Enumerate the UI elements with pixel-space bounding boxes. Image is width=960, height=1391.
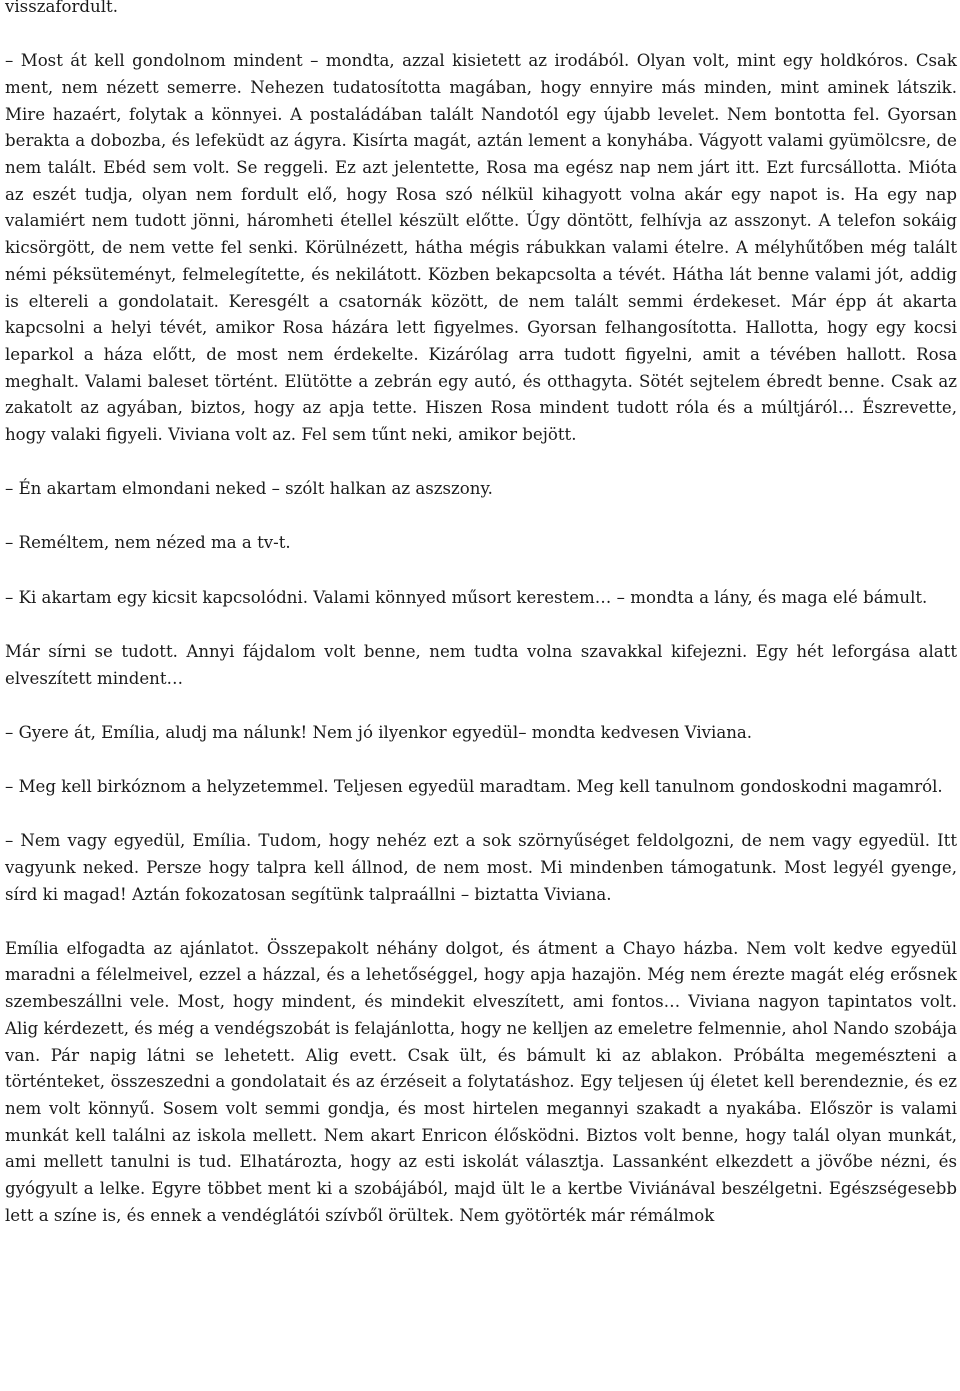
- paragraph-3: – Én akartam elmondani neked – szólt halkan az aszszony.: [5, 479, 493, 499]
- paragraph-7: – Gyere át, Emília, aludj ma nálunk! Nem jó ilyenkor egyedül– mondta kedvesen Viviana.: [5, 722, 753, 742]
- paragraph-9: – Nem vagy egyedül, Emília. Tudom, hogy nehéz ezt a sok szörnyűséget feldolgozni, de nem vagy egyedül. Itt vagyunk neked. Persze hogy talpra kell állnod, de nem most. Mi mindenben támogatunk. Most legyél gyenge, sírd ki magad! Aztán fokozatosan segítünk talpraállni – biztatta Viviana.: [5, 831, 957, 904]
- paragraph-8: – Meg kell birkóznom a helyzetemmel. Teljesen egyedül maradtam. Meg kell tanulnom gondoskodni magamról.: [5, 776, 943, 796]
- paragraph-1: visszafordult.: [5, 0, 118, 16]
- paragraph-2: – Most át kell gondolnom mindent – mondta, azzal kisietett az irodából. Olyan volt, mint egy holdkóros. Csak ment, nem nézett semerre. Nehezen tudatosította magában, hogy ennyire más minden, mint aminek látszik. Mire hazaért, folytak a könnyei. A postaládában talált Nandotól egy újabb levelet. Nem bontotta fel. Gyorsan berakta a dobozba, és lefeküdt az ágyra. Kisírta magát, aztán lement a konyhába. Vágyott valami gyümölcsre, de nem talált. Ebéd sem volt. Se reggeli. Ez azt jelentette, Rosa ma egész nap nem járt itt. Ezt furcsállotta. Mióta az eszét tudja, olyan nem fordult elő, hogy Rosa szó nélkül kihagyott volna akár egy napot is. Ha egy nap valamiért nem tudott jönni, háromheti étellel készült előtte. Úgy döntött, felhívja az asszonyt. A telefon sokáig kicsörgött, de nem vette fel senki. Körülnézett, hátha mégis rábukkan valami ételre. A mélyhűtőben még talált némi péksüteményt, felmelegítette, és nekilátott. Közben bekapcsolta a tévét. Hátha lát benne valami jót, addig is eltereli a gondolatait. Keresgélt a csatornák között, de nem talált semmi érdekeset. Már épp át akarta kapcsolni a helyi tévét, amikor Rosa házára lett figyelmes. Gyorsan felhangosította. Hallotta, hogy egy kocsi leparkol a háza előtt, de most nem érdekelte. Kizárólag arra tudott figyelni, amit a tévében hallott. Rosa meghalt. Valami baleset történt. Elütötte a zebrán egy autó, és otthagyta. Sötét sejtelem ébredt benne. Csak az zakatolt az agyában, biztos, hogy az apja tette. Hiszen Rosa mindent tudott róla és a múltjáról… Észrevette, hogy valaki figyeli. Viviana volt az. Fel sem tűnt neki, amikor bejött.: [5, 51, 957, 445]
- paragraph-4: – Reméltem, nem nézed ma a tv-t.: [5, 533, 291, 553]
- paragraph-6: Már sírni se tudott. Annyi fájdalom volt benne, nem tudta volna szavakkal kifejezni. Egy hét leforgása alatt elveszített mindent…: [5, 641, 957, 688]
- paragraph-10: Emília elfogadta az ajánlatot. Összepakolt néhány dolgot, és átment a Chayo házba. Nem volt kedve egyedül maradni a félelmeivel, ezzel a házzal, és a lehetőséggel, hogy apja hazajön. Még nem érezte magát elég erősnek szembeszállni vele. Most, hogy mindent, és mindekit elveszített, ami fontos… Viviana nagyon tapintatos volt. Alig kérdezett, és még a vendégszobát is felajánlotta, hogy ne kelljen az emeletre felmennie, ahol Nando szobája van. Pár napig látni se lehetett. Alig evett. Csak ült, és bámult ki az ablakon. Próbálta megemészteni a történteket, összeszedni a gondolatait és az érzéseit a folytatáshoz. Egy teljesen új életet kell berendeznie, és ez nem volt könnyű. Sosem volt semmi gondja, és most hirtelen megannyi szakadt a nyakába. Először is valami munkát kell találni az iskola mellett. Nem akart Enricon élősködni. Biztos volt benne, hogy talál olyan munkát, ami mellett tanulni is tud. Elhatározta, hogy az esti iskolát választja. Lassanként elkezdett a jövőbe nézni, és gyógyult a lelke. Egyre többet ment ki a szobájából, majd ült le a kertbe Viviánával beszélgetni. Egészségesebb lett a színe is, és ennek a vendéglátói szívből örültek. Nem gyötörték már rémálmok: [5, 938, 957, 1225]
- paragraph-5: – Ki akartam egy kicsit kapcsolódni. Valami könnyed műsort kerestem… – mondta a lány, és maga elé bámult.: [5, 587, 928, 607]
